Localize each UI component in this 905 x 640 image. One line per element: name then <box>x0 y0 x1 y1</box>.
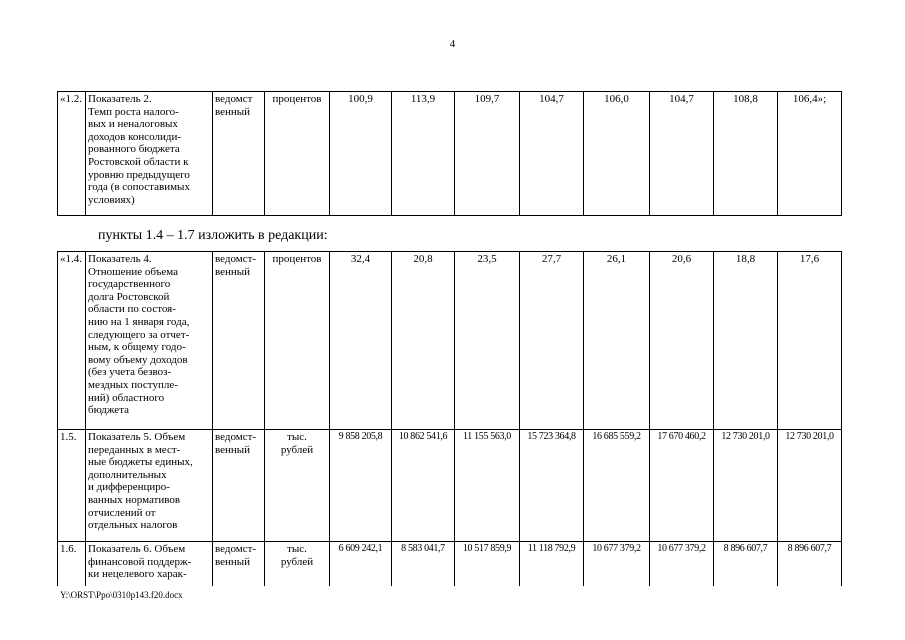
value-cell: 15 723 364,8 <box>520 430 584 542</box>
value-cell: 106,0 <box>584 92 650 216</box>
value-cell: 27,7 <box>520 252 584 430</box>
value-cell: 10 677 379,2 <box>650 542 714 586</box>
value-cell: 16 685 559,2 <box>584 430 650 542</box>
value-cell: 12 730 201,0 <box>714 430 778 542</box>
value-cell: 20,6 <box>650 252 714 430</box>
indicator-type: ведомст- венный <box>213 252 265 430</box>
indicator-type: ведомст- венный <box>213 430 265 542</box>
indicator-table-2 <box>57 251 842 586</box>
indicator-type: ведомст венный <box>213 92 265 216</box>
value-cell: 8 583 041,7 <box>392 542 455 586</box>
table-row <box>58 542 842 586</box>
value-cell: 18,8 <box>714 252 778 430</box>
footer-file-path: Y:\ORST\Ppo\0310p143.f20.docx <box>60 590 183 600</box>
unit-cell: тыс. рублей <box>265 542 330 586</box>
value-cell: 8 896 607,7 <box>778 542 842 586</box>
unit-cell: тыс. рублей <box>265 430 330 542</box>
value-cell: 104,7 <box>650 92 714 216</box>
indicator-name: Показатель 2. Темп роста налого- вых и неналоговых доходов консолиди- рованного бюджета Ростовской области к уровню предыдущего года (в сопоставимых условиях) <box>86 92 213 216</box>
value-cell: 10 677 379,2 <box>584 542 650 586</box>
value-cell: 17 670 460,2 <box>650 430 714 542</box>
value-cell: 104,7 <box>520 92 584 216</box>
indicator-name: Показатель 6. Объем финансовой поддерж- ки нецелевого харак- <box>86 542 213 586</box>
unit-cell: процентов <box>265 92 330 216</box>
value-cell: 100,9 <box>330 92 392 216</box>
unit-cell: процентов <box>265 252 330 430</box>
value-cell: 9 858 205,8 <box>330 430 392 542</box>
value-cell: 108,8 <box>714 92 778 216</box>
indicator-name: Показатель 4. Отношение объема государственного долга Ростовской области по состоя- нию на 1 января года, следующего за отчет- ным, к общему годо- вому объему доходов (без учета безвоз- мездных поступле- ний) областного бюджета <box>86 252 213 430</box>
value-cell: 26,1 <box>584 252 650 430</box>
value-cell: 113,9 <box>392 92 455 216</box>
value-cell: 23,5 <box>455 252 520 430</box>
value-cell: 6 609 242,1 <box>330 542 392 586</box>
row-number: «1.2. <box>58 92 86 216</box>
indicator-type: ведомст- венный <box>213 542 265 586</box>
value-cell: 106,4»; <box>778 92 842 216</box>
table-row <box>58 92 842 216</box>
row-number: 1.5. <box>58 430 86 542</box>
value-cell: 8 896 607,7 <box>714 542 778 586</box>
value-cell: 20,8 <box>392 252 455 430</box>
value-cell: 17,6 <box>778 252 842 430</box>
indicator-name: Показатель 5. Объем переданных в мест- ные бюджеты единых, дополнительных и дифференциро- ванных нормативов отчислений от отдельных налогов <box>86 430 213 542</box>
intro-text: пункты 1.4 – 1.7 изложить в редакции: <box>98 228 328 243</box>
table-row <box>58 252 842 430</box>
value-cell: 11 155 563,0 <box>455 430 520 542</box>
value-cell: 32,4 <box>330 252 392 430</box>
row-number: 1.6. <box>58 542 86 586</box>
value-cell: 12 730 201,0 <box>778 430 842 542</box>
table-row <box>58 430 842 542</box>
value-cell: 10 517 859,9 <box>455 542 520 586</box>
value-cell: 10 862 541,6 <box>392 430 455 542</box>
value-cell: 11 118 792,9 <box>520 542 584 586</box>
page-number: 4 <box>449 38 456 50</box>
row-number: «1.4. <box>58 252 86 430</box>
value-cell: 109,7 <box>455 92 520 216</box>
indicator-table-1 <box>57 91 842 216</box>
